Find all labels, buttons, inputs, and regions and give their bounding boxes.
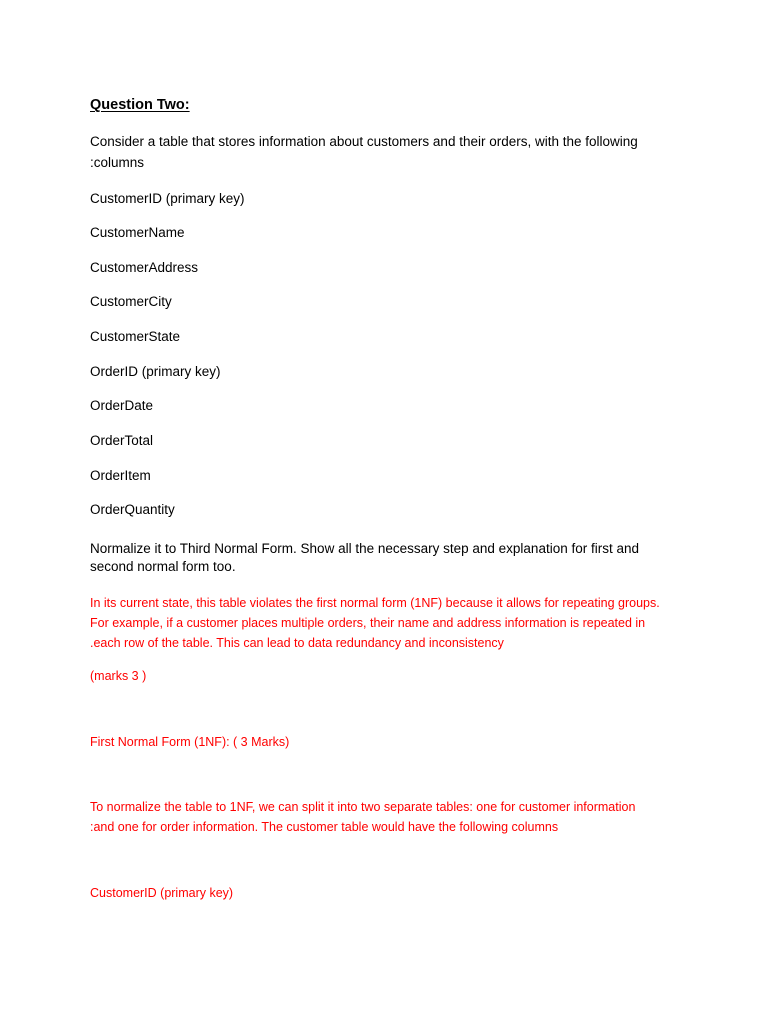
first-normal-form-heading: First Normal Form (1NF): ( 3 Marks) (90, 735, 290, 749)
answer-para2-line1: To normalize the table to 1NF, we can split it into two separate tables: one for customer information (90, 800, 636, 814)
answer-para1-line2: For example, if a customer places multiple orders, their name and address information is repeated in (90, 616, 646, 630)
column-item: CustomerName (90, 225, 185, 240)
column-item: OrderItem (90, 468, 151, 483)
task-line-2: second normal form too. (90, 559, 236, 574)
column-item: CustomerState (90, 329, 181, 344)
column-item: CustomerAddress (90, 260, 199, 275)
question-heading: Question Two: (90, 97, 190, 113)
customer-table-column: CustomerID (primary key) (90, 886, 234, 900)
column-item: CustomerCity (90, 294, 172, 309)
column-item: OrderQuantity (90, 502, 175, 517)
column-item: CustomerID (primary key) (90, 191, 245, 206)
answer-para2-line2: :and one for order information. The customer table would have the following columns (90, 820, 559, 834)
column-item: OrderID (primary key) (90, 364, 221, 379)
column-item: OrderDate (90, 398, 154, 413)
answer-para1-line3: .each row of the table. This can lead to data redundancy and inconsistency (90, 636, 504, 650)
answer-para1-line1: In its current state, this table violates the first normal form (1NF) because it allows for repeating groups. (90, 596, 660, 610)
marks-label: (marks 3 ) (90, 669, 147, 683)
column-item: OrderTotal (90, 433, 154, 448)
task-line-1: Normalize it to Third Normal Form. Show all the necessary step and explanation for first and (90, 541, 639, 556)
intro-line-2: :columns (90, 155, 145, 170)
intro-line-1: Consider a table that stores information about customers and their orders, with the following (90, 134, 638, 149)
